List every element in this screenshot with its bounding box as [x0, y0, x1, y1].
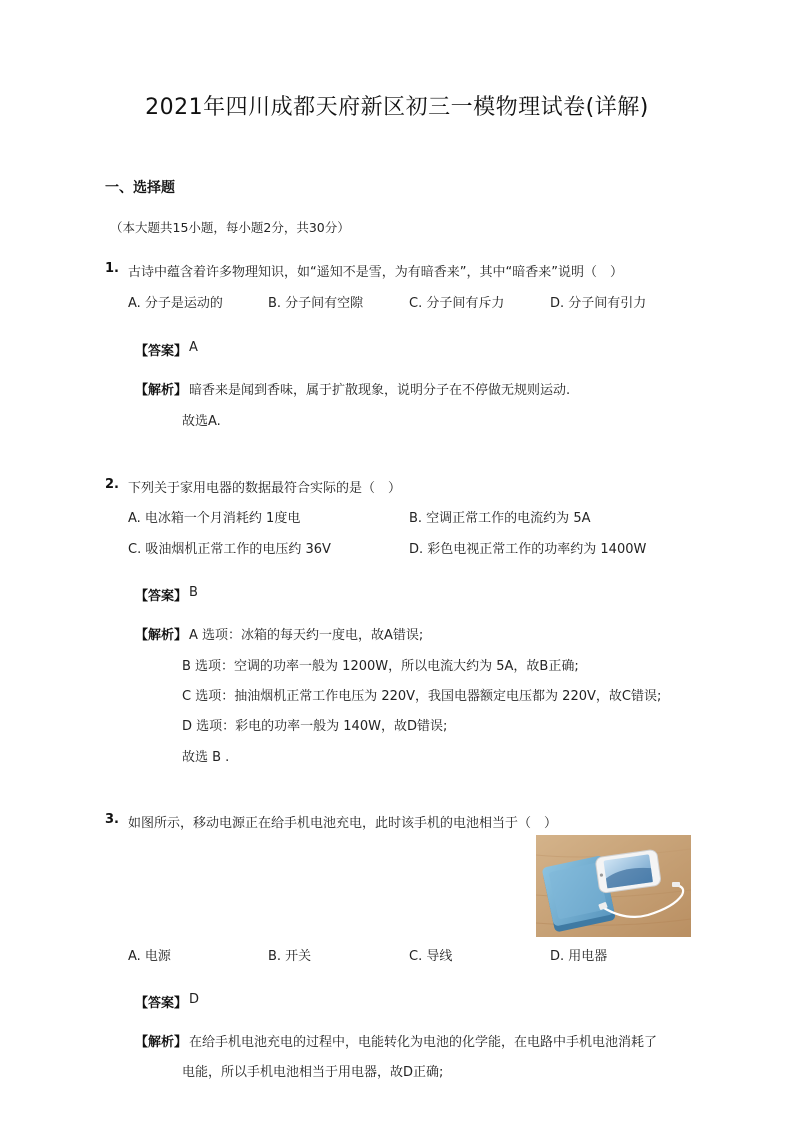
question-number: 2.	[105, 477, 119, 492]
page-title: 2021年四川成都天府新区初三一模物理试卷(详解)	[145, 95, 649, 120]
answer-label: 【答案】	[135, 589, 188, 604]
option-c: C. 导线	[409, 949, 453, 964]
explanation-label: 【解析】	[135, 383, 188, 398]
option-a: A. 电源	[128, 949, 171, 964]
explanation-label: 【解析】	[135, 1035, 188, 1050]
explanation-line: A 选项：冰箱的每天约一度电，故A错误;	[189, 628, 424, 643]
option-b: B. 分子间有空隙	[268, 296, 364, 311]
explanation-line: 在给手机电池充电的过程中，电能转化为电池的化学能，在电路中手机电池消耗了	[189, 1035, 658, 1050]
explanation-line: 故选A.	[182, 414, 221, 429]
answer-label: 【答案】	[135, 996, 188, 1011]
question-text: 如图所示，移动电源正在给手机电池充电，此时该手机的电池相当于（ ）	[128, 816, 558, 831]
answer-value: A	[189, 340, 198, 355]
explanation-line: 故选 B .	[182, 750, 230, 765]
option-c: C. 吸油烟机正常工作的电压约 36V	[128, 542, 331, 557]
question-number: 3.	[105, 812, 119, 827]
option-c: C. 分子间有斥力	[409, 296, 505, 311]
answer-value: B	[189, 585, 198, 600]
option-d: D. 分子间有引力	[550, 296, 647, 311]
question-text: 下列关于家用电器的数据最符合实际的是（ ）	[128, 481, 402, 496]
phone-charging-photo	[536, 835, 691, 937]
option-a: A. 电冰箱一个月消耗约 1度电	[128, 511, 301, 526]
option-d: D. 彩色电视正常工作的功率约为 1400W	[409, 542, 647, 557]
question-text: 古诗中蕴含着许多物理知识，如“遥知不是雪，为有暗香来”，其中“暗香来”说明（ ）	[128, 265, 623, 280]
answer-value: D	[189, 992, 200, 1007]
explanation-line: 暗香来是闻到香味，属于扩散现象，说明分子在不停做无规则运动.	[189, 383, 571, 398]
option-b: B. 空调正常工作的电流约为 5A	[409, 511, 591, 526]
option-b: B. 开关	[268, 949, 312, 964]
explanation-line: D 选项：彩电的功率一般为 140W，故D错误;	[182, 719, 448, 734]
explanation-line: B 选项：空调的功率一般为 1200W，所以电流大约为 5A，故B正确;	[182, 659, 579, 674]
option-a: A. 分子是运动的	[128, 296, 223, 311]
explanation-line: 电能，所以手机电池相当于用电器，故D正确;	[182, 1065, 444, 1080]
question-number: 1.	[105, 261, 119, 276]
answer-label: 【答案】	[135, 344, 188, 359]
option-d: D. 用电器	[550, 949, 608, 964]
explanation-label: 【解析】	[135, 628, 188, 643]
section-note: （本大题共15小题，每小题2分，共30分）	[110, 220, 350, 235]
explanation-line: C 选项：抽油烟机正常工作电压为 220V，我国电器额定电压都为 220V，故C错误;	[182, 689, 662, 704]
section-heading: 一、选择题	[105, 180, 175, 196]
